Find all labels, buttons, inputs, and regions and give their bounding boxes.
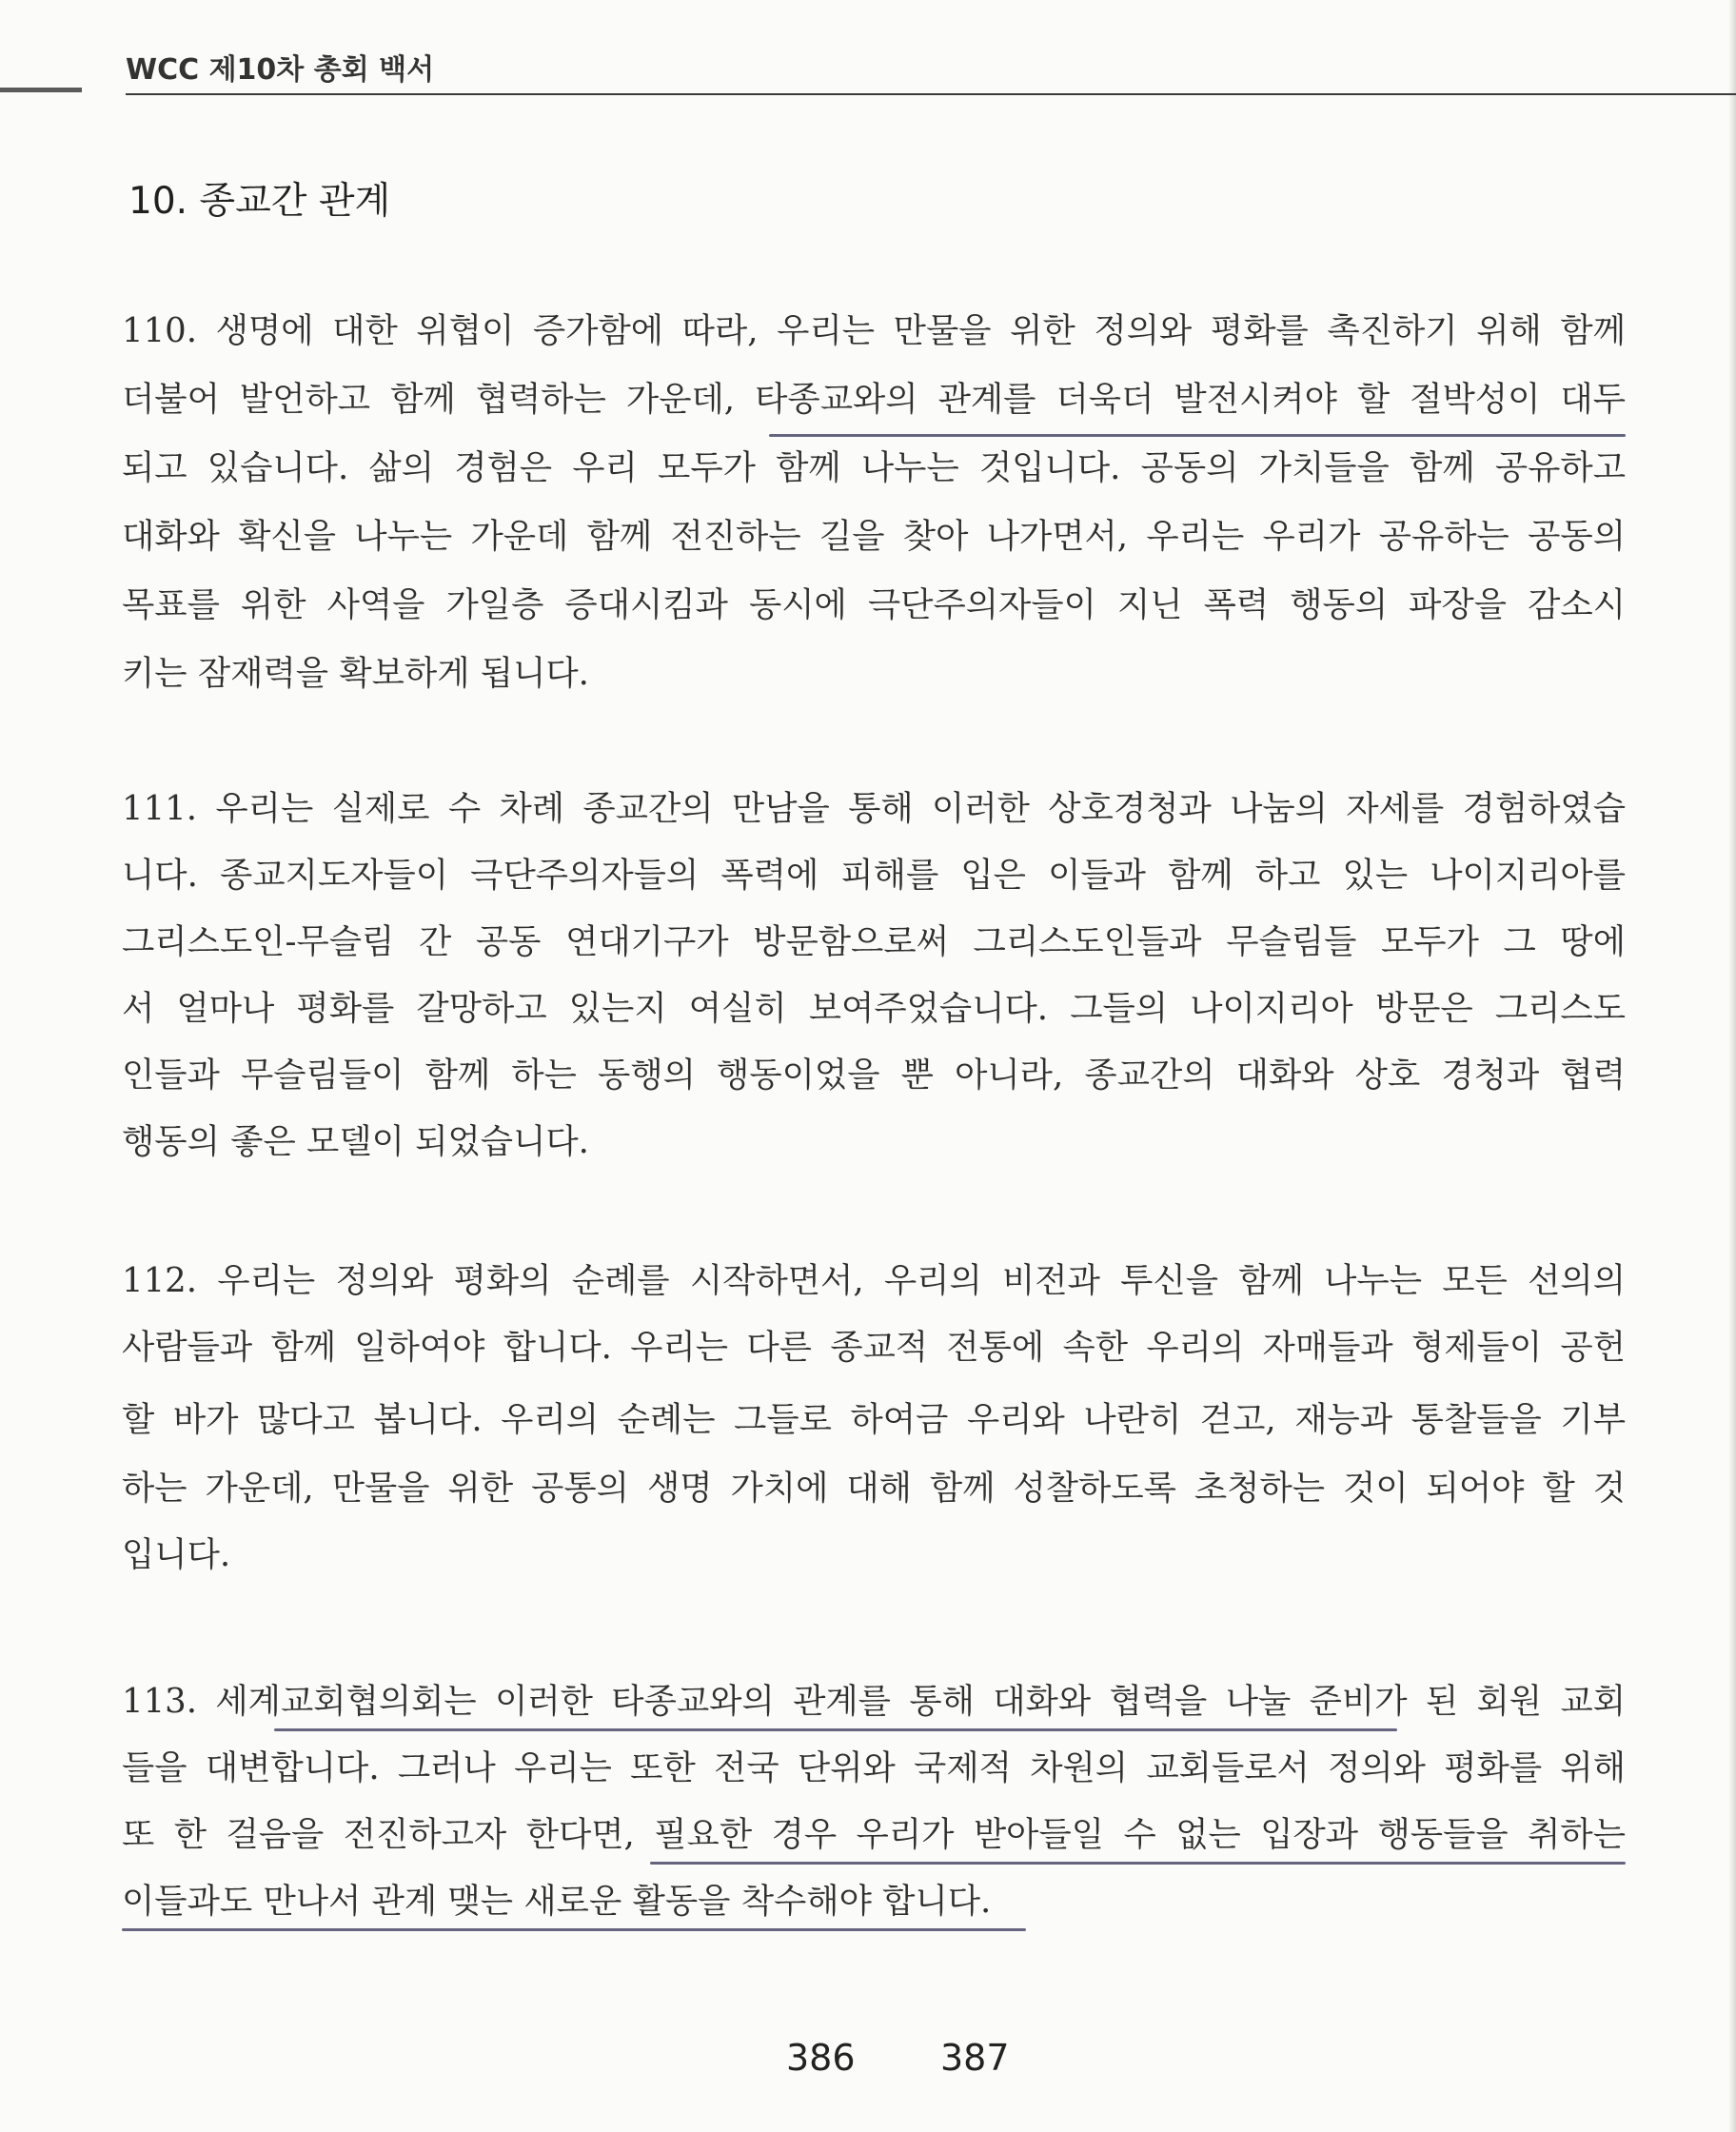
paragraph-line: 이들과도 만나서 관계 맺는 새로운 활동을 착수해야 합니다. (122, 1882, 992, 1921)
paragraph-line: 목표를 위한 사역을 가일층 증대시킴과 동시에 극단주의자들이 지닌 폭력 행동의 파장을 감소시 (122, 585, 1626, 624)
paragraph-line: 입니다. (122, 1535, 231, 1574)
paragraph-line: 사람들과 함께 일하여야 합니다. 우리는 다른 종교적 전통에 속한 우리의 자매들과 형제들이 공헌 (122, 1328, 1626, 1367)
paragraph-line: 110. 생명에 대한 위협이 증가함에 따라, 우리는 만물을 위한 정의와 평화를 촉진하기 위해 함께 (122, 311, 1626, 350)
paragraph-line: 하는 가운데, 만물을 위한 공통의 생명 가치에 대해 함께 성찰하도록 초청하는 것이 되어야 할 것 (122, 1469, 1626, 1508)
section-title: 10. 종교간 관계 (128, 180, 391, 223)
paragraph-line: 키는 잠재력을 확보하게 됩니다. (122, 654, 589, 693)
paragraph-line: 또 한 걸음을 전진하고자 한다면, 필요한 경우 우리가 받아들일 수 없는 입장과 행동들을 취하는 (122, 1815, 1626, 1854)
paragraph-line: 들을 대변합니다. 그러나 우리는 또한 전국 단위와 국제적 차원의 교회들로서 정의와 평화를 위해 (122, 1748, 1626, 1787)
paragraph-line: 행동의 좋은 모델이 되었습니다. (122, 1122, 589, 1161)
paragraph-line: 서 얼마나 평화를 갈망하고 있는지 여실히 보여주었습니다. 그들의 나이지리아 방문은 그리스도 (122, 989, 1626, 1028)
paragraph-line: 그리스도인-무슬림 간 공동 연대기구가 방문함으로써 그리스도인들과 무슬림들 모두가 그 땅에 (122, 922, 1626, 961)
paragraph-line: 되고 있습니다. 삶의 경험은 우리 모두가 함께 나누는 것입니다. 공동의 가치들을 함께 공유하고 (122, 448, 1626, 487)
handwritten-underline (769, 434, 1626, 437)
paragraph-line: 더불어 발언하고 함께 협력하는 가운데, 타종교와의 관계를 더욱더 발전시켜야 할 절박성이 대두 (122, 380, 1626, 419)
paragraph-line: 니다. 종교지도자들이 극단주의자들의 폭력에 피해를 입은 이들과 함께 하고 있는 나이지리아를 (122, 856, 1626, 895)
paragraph-line: 112. 우리는 정의와 평화의 순례를 시작하면서, 우리의 비전과 투신을 함께 나누는 모든 선의의 (122, 1261, 1626, 1300)
page-number-right: 387 (940, 2037, 1010, 2079)
paragraph-line: 할 바가 많다고 봅니다. 우리의 순례는 그들로 하여금 우리와 나란히 걷고, 재능과 통찰들을 기부 (122, 1400, 1626, 1439)
paragraph-line: 113. 세계교회협의회는 이러한 타종교와의 관계를 통해 대화와 협력을 나눌 준비가 된 회원 교회 (122, 1682, 1626, 1721)
handwritten-underline (122, 1928, 1026, 1931)
page-number-left: 386 (786, 2037, 856, 2079)
running-header: WCC 제10차 총회 백서 (126, 53, 435, 87)
handwritten-underline (274, 1728, 1397, 1731)
header-rule (126, 93, 1736, 95)
paragraph-line: 인들과 무슬림들이 함께 하는 동행의 행동이었을 뿐 아니라, 종교간의 대화와 상호 경청과 협력 (122, 1056, 1626, 1095)
header-accent-bar (0, 88, 82, 92)
paragraph-line: 111. 우리는 실제로 수 차례 종교간의 만남을 통해 이러한 상호경청과 나눔의 자세를 경험하였습 (122, 789, 1626, 828)
page-edge-shadow (1728, 0, 1736, 2132)
handwritten-underline (650, 1862, 1626, 1865)
paragraph-line: 대화와 확신을 나누는 가운데 함께 전진하는 길을 찾아 나가면서, 우리는 우리가 공유하는 공동의 (122, 517, 1626, 556)
